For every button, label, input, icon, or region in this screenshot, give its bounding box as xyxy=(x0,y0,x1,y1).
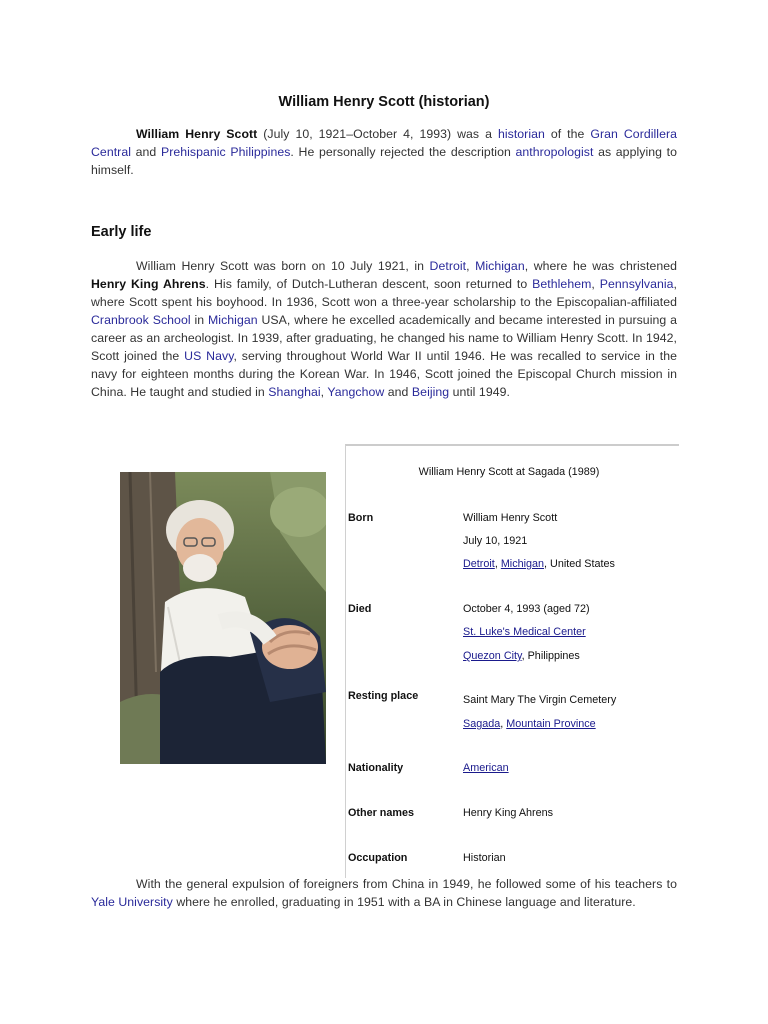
link-bethlehem[interactable]: Bethlehem xyxy=(532,277,592,291)
infobox-label-nationality: Nationality xyxy=(348,762,404,774)
infobox-resting-location xyxy=(463,718,596,730)
infobox-other-names: Henry King Ahrens xyxy=(463,807,554,819)
link-michigan-2[interactable]: Michigan xyxy=(208,313,258,327)
infobox-link-detroit[interactable]: Detroit xyxy=(463,558,495,570)
intro-text: . He personally rejected the description xyxy=(290,145,516,159)
infobox-born-place xyxy=(463,558,615,570)
infobox-label-other-names: Other names xyxy=(348,807,415,819)
early-life-text: and xyxy=(384,385,412,399)
infobox-label-resting-place: Resting place xyxy=(348,690,419,702)
section-heading-early-life: Early life xyxy=(91,224,152,240)
infobox-link-st-lukes[interactable]: St. Luke's Medical Center xyxy=(463,626,586,638)
intro-paragraph xyxy=(91,125,677,179)
link-prehispanic-philippines[interactable]: Prehispanic Philippines xyxy=(160,145,291,159)
infobox-link-american[interactable]: American xyxy=(463,762,509,774)
link-beijing[interactable]: Beijing xyxy=(411,385,450,399)
link-michigan[interactable]: Michigan xyxy=(475,259,525,273)
infobox-caption: William Henry Scott at Sagada (1989) xyxy=(418,466,600,478)
later-life-text: With the general expulsion of foreigners from China in 1949, he followed some of his teachers to xyxy=(136,877,677,891)
early-life-text: William Henry Scott was born on 10 July 1921, in xyxy=(136,259,430,273)
infobox-born-date: July 10, 1921 xyxy=(463,535,528,547)
infobox-died-date: October 4, 1993 (aged 72) xyxy=(463,603,590,615)
separator: , xyxy=(466,259,476,273)
infobox-label-died: Died xyxy=(348,603,372,615)
link-yangchow[interactable]: Yangchow xyxy=(327,385,385,399)
early-life-text: in xyxy=(190,313,209,327)
infobox-died-hospital xyxy=(463,626,586,638)
infobox-resting-name: Saint Mary The Virgin Cemetery xyxy=(463,694,617,706)
early-life-text: . His family, of Dutch-Lutheran descent, soon returned to xyxy=(205,277,533,291)
infobox-link-mountain-province[interactable]: Mountain Province xyxy=(506,718,596,730)
infobox-link-sagada[interactable]: Sagada xyxy=(463,718,501,730)
early-life-paragraph xyxy=(91,257,677,401)
link-detroit[interactable]: Detroit xyxy=(429,259,467,273)
infobox-label-occupation: Occupation xyxy=(348,852,408,864)
infobox-label-born: Born xyxy=(348,512,374,524)
early-life-text: until 1949. xyxy=(449,385,510,399)
link-us-navy[interactable]: US Navy xyxy=(184,349,234,363)
infobox-died-country: , Philippines xyxy=(521,650,580,662)
intro-text: of the xyxy=(544,127,591,141)
early-life-text: , serving throughout World War II until 1946. He was recalled to service in the navy for eighteen months during the Korean War. In 1946, Scott joined the Episcopal Church mission in China. He taught and studied in xyxy=(91,349,677,399)
infobox-born-country: , United States xyxy=(544,558,615,570)
link-pennsylvania[interactable]: Pennsylvania xyxy=(599,277,674,291)
infobox-occupation: Historian xyxy=(463,852,506,864)
later-life-text: where he enrolled, graduating in 1951 with a BA in Chinese language and literature. xyxy=(172,895,636,909)
infobox-born-name: William Henry Scott xyxy=(463,512,558,524)
later-life-paragraph xyxy=(91,875,677,911)
link-cranbrook-school[interactable]: Cranbrook School xyxy=(91,313,191,327)
separator: , xyxy=(320,385,328,399)
page-title: William Henry Scott (historian) xyxy=(278,94,490,110)
separator: , xyxy=(500,718,507,730)
link-anthropologist[interactable]: anthropologist xyxy=(515,145,594,159)
infobox-link-michigan[interactable]: Michigan xyxy=(500,558,545,570)
early-life-text: , where he was christened xyxy=(524,259,677,273)
infobox-died-place xyxy=(463,650,580,662)
infobox-nationality xyxy=(463,762,509,774)
link-gran-cordillera-central[interactable]: Gran Cordillera Central xyxy=(91,127,677,159)
infobox xyxy=(345,444,679,878)
intro-text: and xyxy=(131,145,161,159)
birth-name: Henry King Ahrens xyxy=(91,277,206,291)
separator: , xyxy=(494,558,501,570)
link-historian[interactable]: historian xyxy=(497,127,545,141)
subject-name: William Henry Scott xyxy=(136,127,258,141)
link-yale-university[interactable]: Yale University xyxy=(91,895,173,909)
portrait-photo xyxy=(120,472,326,764)
intro-text: as applying to himself. xyxy=(91,145,677,177)
intro-text: (July 10, 1921–October 4, 1993) was a xyxy=(257,127,498,141)
infobox-link-quezon-city[interactable]: Quezon City xyxy=(463,650,522,662)
early-life-text: , where Scott spent his boyhood. In 1936, Scott won a three-year scholarship to the Episcopalian-affiliated xyxy=(91,277,677,309)
link-shanghai[interactable]: Shanghai xyxy=(268,385,321,399)
separator: , xyxy=(591,277,600,291)
portrait-illustration xyxy=(120,472,326,764)
early-life-text: USA, where he excelled academically and became interested in pursuing a career as an archeologist. In 1939, after graduating, he changed his name to William Henry Scott. In 1942, Scott joined the xyxy=(91,313,677,363)
